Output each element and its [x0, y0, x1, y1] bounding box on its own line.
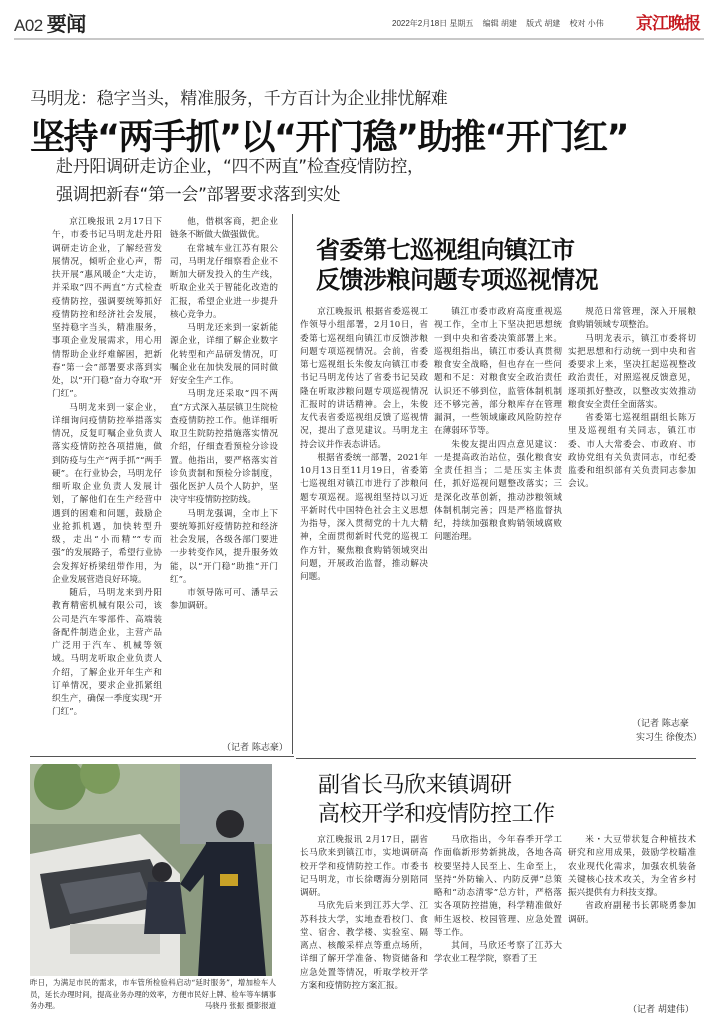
section-name: 要闻: [46, 12, 86, 36]
editor-credit: 编辑 胡建: [482, 19, 517, 28]
photo-credit: 马骁丹 张振 摄影报道: [204, 1001, 276, 1010]
paragraph: 米・大豆带状复合种植技术研究和应用成果，鼓励学校瞄准农业现代化需求，加强农机装备关键核心技术攻关，为全省乡村振兴提供有力科技支撑。: [568, 835, 696, 898]
lead-column-1: [52, 216, 162, 751]
section-divider: [30, 756, 294, 757]
page-code: A02: [14, 16, 43, 35]
paragraph: 规范日常管理，深入开展粮食购销领域专项整治。: [568, 307, 696, 331]
story2-column-2: [434, 306, 562, 752]
news-photo: [30, 764, 272, 976]
story3-column-2: [434, 834, 562, 1016]
paragraph: 他，借棋客商，把企业链条不断做大做强做优。: [170, 217, 278, 241]
column-divider: [292, 214, 293, 754]
paragraph: 马明龙表示，镇江市委将切实把思想和行动统一到中央和省委要求上来，坚决扛起巡视整改政治责任，对照巡视反馈意见，逐项抓好整改，以整改实效推动粮食安全责任全面落实。: [568, 333, 696, 410]
newspaper-logo: 京江晚报: [636, 14, 700, 34]
story2-headline-line2: 反馈涉粮问题专项巡视情况: [316, 266, 598, 294]
story2-headline-line1: 省委第七巡视组向镇江市: [316, 236, 575, 264]
story3-headline-line1: 副省长马欣来镇调研: [318, 773, 512, 798]
photo-illustration: [30, 764, 272, 976]
story2-column-3: [568, 306, 696, 706]
story2-byline-line1: （记者 陈志豪: [632, 719, 689, 729]
section-divider: [296, 758, 696, 759]
paragraph: 京江晚报讯 2月17日下午，市委书记马明龙赴丹阳调研走访企业，了解经营发展情况，倾听企业心声，帮扶开展“惠风暖企”大走访，并采取“四不两直”方式检查疫情防控，强调要统筹抓好疫情防控和经济社会发展，坚持稳字当头，精准服务，事项企业发展需求，用心用情帮助企业纾难解困，把新春“第一会”部署要求落到实处，以“开门稳”奋力夺取“开门红”。: [52, 217, 162, 400]
lead-byline: （记者 陈志豪）: [222, 743, 288, 753]
paragraph: 其间，马欣还考察了江苏大学农业工程学院，察看了王: [434, 941, 562, 965]
lead-kicker: 马明龙：稳字当头，精准服务，千方百计为企业排忧解难: [30, 89, 448, 109]
page-header: [0, 0, 708, 40]
paragraph: 根据省委统一部署，2021年10月13日至11月19日，省委第七巡视组对镇江市进行了涉粮问题专项巡视。巡视组坚持以习近平新时代中国特色社会主义思想为指导，深入贯彻党的十九大精神，全面贯彻新时代党的巡视工作方针，聚焦粮食购销领域突出问题，开展政治监督，推动解决问题。: [300, 452, 428, 582]
paragraph: 马明龙来到一家企业，详细询问疫情防控举措落实情况，反复叮嘱企业负责人落实疫情防控各项措施，做到防疫与生产“两手抓”“两手硬”。在行业协会，马明龙仔细听取企业负责人发展计划，了解他们在生产经营中遇到的困难和问题，鼓励企业抢抓机遇，加快转型升级，走出“小而精”“专而强”的发展路子，希望行业协会发挥好桥梁纽带作用，为企业发展营造良好环境。: [52, 402, 162, 585]
caption-text: 昨日，为满足市民的需求，市车管所检验科启动“延时服务”，增加检车人员，延长办理时间，提高业务办理的效率，方便市民好上牌、检车等车辆事务办理。: [30, 978, 276, 1010]
layout-credit: 版式 胡建: [526, 19, 561, 28]
paragraph: 马明龙还采取“四不两直”方式深入基层镇卫生院检查疫情防控工作。他详细听取卫生院防控措施落实情况介绍，仔细查看预检分诊设置。他指出，要严格落实首诊负责制和预检分诊制度，强化医护人员个人防护，坚决守牢疫情防控防线。: [170, 389, 278, 506]
lead-headline: 坚持“两手抓”以“开门稳”助推“开门红”: [30, 118, 629, 158]
story3-column-3: [568, 834, 696, 998]
paragraph: 京江晚报讯 根据省委巡视工作领导小组部署，2月10日，省委第七巡视组向镇江市反馈涉粮问题专项巡视情况。会前，省委第七巡视组长朱俊友向镇江市委书记马明龙传达了省委书记吴政隆在听取涉粮问题专项巡视情况汇报时的讲话精神。会上，朱俊友代表省委巡视组反馈了巡视情况，提出了意见建议。马明龙主持会议并作表态讲话。: [300, 307, 428, 450]
paragraph: 随后，马明龙来到丹阳教育精密机械有限公司，该公司是汽车零部件、高端装备配件制造企业，主营产品广泛用于汽车、机械等领域。马明龙听取企业负责人介绍，了解企业开年生产和订单情况，要求企业抓紧组织生产，确保一季度实现“开门红”。: [52, 588, 162, 718]
paragraph: 马明龙还来到一家新能源企业，详细了解企业数字化转型和产品研发情况，叮嘱企业在加快发展的同时做好安全生产工作。: [170, 323, 278, 386]
paragraph: 朱俊友提出四点意见建议：一是提高政治站位，强化粮食安全责任担当；二是压实主体责任，抓好巡视问题整改落实；三是深化改革创新，推动涉粮领域体制机制完善；四是严格监督执纪，持续加强粮食购销领域腐败问题治理。: [434, 439, 562, 543]
story3-column-1: [300, 834, 428, 1016]
paragraph: 马明龙强调，全市上下要统筹抓好疫情防控和经济社会发展，各级各部门要进一步转变作风，提升服务效能，以“开门稳”助推“开门红”。: [170, 508, 278, 585]
story2-byline-line2: 实习生 徐俊杰）: [636, 733, 702, 743]
paragraph: 在常城车业江苏有限公司，马明龙仔细察看企业不断加大研发投入的生产线，听取企业关于智能化改造的汇报，希望企业进一步提升核心竞争力。: [170, 243, 278, 320]
lead-subhead-line1: 赴丹阳调研走访企业，“四不两直”检查疫情防控，: [56, 157, 424, 177]
story3-byline: （记者 胡建伟）: [628, 1005, 694, 1015]
page-number: [14, 8, 86, 37]
story3-headline-line2: 高校开学和疫情防控工作: [318, 802, 555, 827]
paragraph: 马欣指出，今年春季开学工作面临新形势新挑战，各地各高校要坚持人民至上、生命至上，坚持“外防输入、内防反弹”总策略和“动态清零”总方针，严格落实各项防控措施，科学精准做好师生返校、校园管理、应急处置等工作。: [434, 835, 562, 938]
lead-subhead-line2: 强调把新春“第一会”部署要求落到实处: [56, 185, 341, 205]
paragraph: 京江晚报讯 2月17日，副省长马欣来到镇江市，实地调研高校开学和疫情防控工作。市委书记马明龙，市长徐曙海分别陪同调研。: [300, 835, 428, 898]
paragraph: 镇江市委市政府高度重视巡视工作，全市上下坚决把思想统一到中央和省委决策部署上来。巡视组指出，镇江市委认真贯彻粮食安全战略，但也存在一些问题和不足：对粮食安全政治责任认识还不够到位，监管体制机制还不够完善，部分粮库存在管理漏洞，一些领域廉政风险防控存在薄弱环节等。: [434, 307, 562, 437]
paragraph: 市领导陈可可、潘早云参加调研。: [170, 588, 278, 612]
story2-column-1: [300, 306, 428, 752]
paragraph: 马欣先后来到江苏大学、江苏科技大学，实地查看校门、食堂、宿舍、教学楼、实验室、隔离点、核酸采样点等重点场所，详细了解开学准备、物资储备和应急处置等情况，听取学校开学方案和疫情防控方案汇报。: [300, 901, 428, 991]
paragraph: 省委第七巡视组副组长陈万里及巡视组有关同志，镇江市委、市人大常委会、市政府、市政协党组有关负责同志，市纪委监委和组织部有关负责同志参加会议。: [568, 413, 696, 490]
header-meta: [392, 18, 611, 29]
lead-column-2: [170, 216, 278, 738]
issue-date: 2022年2月18日 星期五: [392, 19, 474, 28]
photo-caption: [30, 977, 276, 1012]
header-rule: [14, 38, 704, 40]
paragraph: 省政府副秘书长郭晓勇参加调研。: [568, 901, 696, 925]
proofread-credit: 校对 小伟: [569, 19, 604, 28]
